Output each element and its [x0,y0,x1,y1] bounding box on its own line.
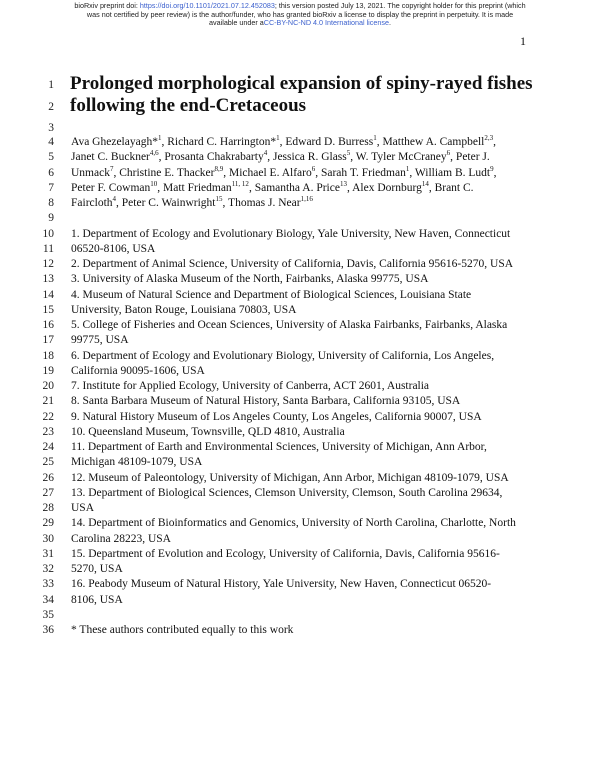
affiliation-superscript: 1 [276,134,280,143]
line-number: 9 [48,212,54,224]
line-number: 33 [42,578,54,590]
affiliation-line: 15. Department of Evolution and Ecology, University of California, Davis, California 95616- [71,548,500,560]
author-name: , Christine E. Thacker [113,167,215,179]
affiliation-superscript: 5 [346,149,351,158]
author-name: Janet C. Buckner [71,151,150,163]
author-name: , Samantha A. Price [248,182,340,194]
line-number: 29 [42,517,54,529]
affiliation-line: 11. Department of Earth and Environmental Sciences, University of Michigan, Ann Arbor, [71,441,487,453]
affiliation-line: 8. Santa Barbara Museum of Natural History, Santa Barbara, California 93105, USA [71,395,461,407]
affiliation-line: 1. Department of Ecology and Evolutionary Biology, Yale University, New Haven, Connecticut [71,228,511,240]
affiliation-line: 14. Department of Bioinformatics and Genomics, University of North Carolina, Charlotte, North [71,517,516,529]
affiliation-line: 10. Queensland Museum, Townsville, QLD 4810, Australia [71,426,345,438]
line-number: 1 [48,79,54,91]
line-number: 36 [42,624,54,636]
affiliation-line: 8106, USA [71,594,123,606]
affiliation-superscript: 8,9 [214,165,224,174]
affiliation-superscript: 6 [311,165,316,174]
affiliation-line: USA [71,502,95,514]
line-number: 25 [42,456,54,468]
affiliation-superscript: 1,16 [300,195,313,204]
notice-line-3: available under aCC-BY-NC-ND 4.0 International license. [209,18,391,28]
affiliation-line: University, Baton Rouge, Louisiana 70803, USA [71,304,297,316]
line-number: 32 [42,563,54,575]
line-number: 18 [42,350,54,362]
line-number: 22 [42,411,54,423]
line-number: 21 [42,395,54,407]
line-number: 34 [42,594,54,606]
line-number: 7 [48,182,54,194]
paper-title-line-2: following the end-Cretaceous [70,95,307,116]
line-number: 11 [42,243,54,255]
line-number: 28 [42,502,54,514]
affiliation-line: 9. Natural History Museum of Los Angeles County, Los Angeles, California 90007, USA [71,411,482,423]
affiliation-superscript: 11, 12 [231,180,249,189]
affiliation-superscript: 1 [157,134,162,143]
affiliation-line: 4. Museum of Natural Science and Department of Biological Sciences, Louisiana State [71,289,472,301]
author-name: , William B. Ludt [409,167,491,179]
affiliation-line: 16. Peabody Museum of Natural History, Yale University, New Haven, Connecticut 06520- [71,578,492,590]
line-number: 14 [42,289,54,301]
notice-line-1: bioRxiv preprint doi: https://doi.org/10.1101/2021.07.12.452083; this version posted July 13, 2021. The copyright holder for this preprint (which [74,1,526,10]
affiliation-superscript: 6 [446,149,451,158]
line-number: 27 [42,487,54,499]
line-number: 3 [48,122,54,134]
author-name: , Prosanta Chakrabarty [158,151,264,163]
page-number: 1 [520,34,526,48]
line-number: 2 [48,101,54,113]
affiliation-superscript: 4,6 [149,149,159,158]
footnote: * These authors contributed equally to this work [71,624,294,636]
affiliation-line: 5270, USA [71,563,123,575]
affiliation-line: Carolina 28223, USA [71,533,171,545]
author-name: , Thomas J. Near [222,197,301,209]
affiliation-line: 12. Museum of Paleontology, University of Michigan, Ann Arbor, Michigan 48109-1079, USA [71,472,509,484]
author-row [71,196,551,210]
author-name: Peter F. Cowman [71,182,151,194]
affiliation-superscript: 15 [215,195,223,204]
affiliation-line: 5. College of Fisheries and Ocean Sciences, University of Alaska Fairbanks, Fairbanks, Alaska [71,319,508,331]
paper-title-line-1: Prolonged morphological expansion of spiny-rayed fishes [70,73,533,94]
affiliation-superscript: 1 [373,134,377,143]
affiliation-superscript: 4 [112,195,117,204]
affiliation-line: Michigan 48109-1079, USA [71,456,203,468]
affiliation-line: 7. Institute for Applied Ecology, University of Canberra, ACT 2601, Australia [71,380,430,392]
line-number: 6 [48,167,54,179]
author-name: , W. Tyler McCraney [350,151,447,163]
author-row [71,135,551,149]
line-number: 8 [48,197,54,209]
author-name: , Michael E. Alfaro [223,167,312,179]
line-number: 20 [42,380,54,392]
line-number: 5 [48,151,54,163]
author-name: , Peter J. [450,151,490,163]
author-name: Ava Ghezelayagh* [71,136,158,148]
author-name: Unmack [71,167,110,179]
affiliation-line: 13. Department of Biological Sciences, Clemson University, Clemson, South Carolina 29634, [71,487,503,499]
line-number: 12 [42,258,54,270]
line-number: 26 [42,472,54,484]
line-number: 31 [42,548,54,560]
line-number: 35 [42,609,54,621]
author-name: , [493,167,497,179]
line-number: 23 [42,426,54,438]
affiliation-superscript: 1 [405,165,410,174]
license-link[interactable]: CC-BY-NC-ND 4.0 International license [263,18,389,28]
line-number: 13 [42,273,54,285]
affiliation-line: 2. Department of Animal Science, University of California, Davis, California 95616-5270, USA [71,258,514,270]
preprint-notice [0,2,600,28]
author-row [71,181,551,195]
author-name: , Richard C. Harrington* [161,136,277,148]
affiliation-line: 3. University of Alaska Museum of the North, Fairbanks, Alaska 99775, USA [71,273,429,285]
author-row [71,150,551,164]
line-number: 4 [48,136,54,148]
line-number: 16 [42,319,54,331]
affiliation-line: 6. Department of Ecology and Evolutionary Biology, University of California, Los Angeles, [71,350,495,362]
affiliation-line: 06520-8106, USA [71,243,156,255]
author-name: , Sarah T. Friedman [315,167,406,179]
author-name: , Matt Friedman [157,182,232,194]
line-number: 17 [42,334,54,346]
line-number: 30 [42,533,54,545]
line-number: 10 [42,228,54,240]
author-row [71,166,551,180]
line-number: 24 [42,441,54,453]
affiliation-superscript: 4 [263,149,268,158]
line-number: 15 [42,304,54,316]
author-name: Faircloth [71,197,113,209]
affiliation-superscript: 13 [339,180,347,189]
notice-line-2: was not certified by peer review) is the author/funder, who has granted bioRxiv a license to display the preprint in perpetuity. It is made [86,9,514,19]
author-name: , Peter C. Wainwright [116,197,216,209]
affiliation-superscript: 14 [421,180,429,189]
affiliation-superscript: 10 [150,180,158,189]
line-number: 19 [42,365,54,377]
doi-link[interactable]: https://doi.org/10.1101/2021.07.12.452083 [139,1,275,10]
affiliation-line: 99775, USA [71,334,129,346]
affiliation-superscript: 9 [490,165,494,174]
author-name: , Brant C. [428,182,474,194]
affiliation-superscript: 7 [109,165,114,174]
author-name: , Edward D. Burress [279,136,374,148]
author-name: , Jessica R. Glass [267,151,347,163]
author-name: , [493,136,496,148]
affiliation-line: California 90095-1606, USA [71,365,205,377]
author-name: , Alex Dornburg [346,182,422,194]
author-name: , Matthew A. Campbell [376,136,485,148]
affiliation-superscript: 2,3 [484,134,494,143]
